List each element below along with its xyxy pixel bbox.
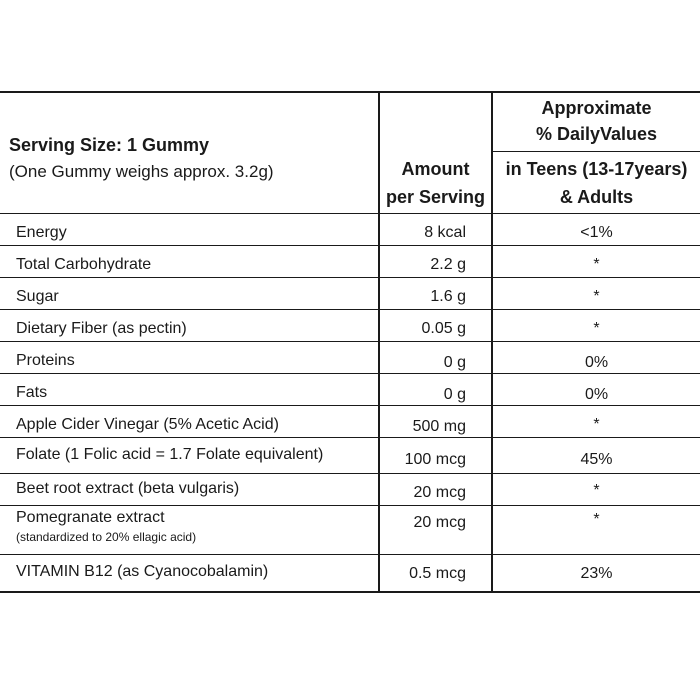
nutrient-amount: 20 mcg — [413, 514, 466, 531]
nutrient-amount: 8 kcal — [424, 224, 466, 241]
row-divider — [0, 505, 700, 506]
nutrient-dv: 23% — [580, 565, 613, 582]
row-divider — [0, 341, 700, 342]
nutrient-dv: * — [593, 482, 600, 499]
nutrient-amount: 0.05 g — [421, 320, 466, 337]
serving-size: Serving Size: 1 Gummy — [9, 135, 210, 155]
nutrient-dv: <1% — [580, 224, 613, 241]
gummy-weight: (One Gummy weighs approx. 3.2g) — [9, 162, 274, 181]
row-divider — [0, 277, 700, 278]
row-divider — [0, 245, 700, 246]
nutrient-name: Total Carbohydrate — [16, 256, 152, 273]
nutrient-subname: (standardized to 20% ellagic acid) — [16, 530, 197, 544]
nutrition-table — [0, 91, 700, 593]
nutrient-dv: * — [593, 256, 600, 273]
row-divider — [0, 309, 700, 310]
nutrient-amount: 1.6 g — [430, 288, 466, 305]
nutrient-amount: 20 mcg — [413, 484, 466, 501]
amount-header-line2: per Serving — [385, 187, 486, 207]
nutrient-amount: 500 mg — [412, 418, 466, 435]
dv-header-divider — [493, 151, 700, 152]
row-divider — [0, 554, 700, 555]
nutrient-name: Sugar — [16, 288, 59, 305]
nutrient-dv: * — [593, 416, 600, 433]
nutrient-dv: 0% — [584, 386, 609, 403]
nutrient-name: Pomegranate extract — [16, 509, 165, 526]
nutrient-amount: 0 g — [443, 354, 466, 371]
nutrient-name: Apple Cider Vinegar (5% Acetic Acid) — [16, 416, 279, 433]
nutrient-dv: 45% — [580, 451, 613, 468]
nutrient-amount: 0.5 mcg — [409, 565, 466, 582]
amount-header-line1: Amount — [401, 159, 470, 179]
nutrient-dv: 0% — [584, 354, 609, 371]
nutrient-dv: * — [593, 511, 600, 528]
nutrient-name: Proteins — [16, 352, 75, 369]
row-divider — [0, 373, 700, 374]
row-divider — [0, 473, 700, 474]
nutrient-name: Folate (1 Folic acid = 1.7 Folate equivalent) — [16, 446, 324, 463]
nutrient-name: Energy — [16, 224, 67, 241]
dv-header-line1: Approximate — [541, 98, 652, 118]
nutrient-name: VITAMIN B12 (as Cyanocobalamin) — [16, 563, 269, 580]
nutrient-amount: 0 g — [443, 386, 466, 403]
nutrient-name: Dietary Fiber (as pectin) — [16, 320, 187, 337]
nutrient-amount: 100 mcg — [404, 451, 466, 468]
nutrient-name: Fats — [16, 384, 48, 401]
dv-header-line3: in Teens (13-17years) — [505, 159, 688, 179]
dv-header-line4: & Adults — [559, 187, 634, 207]
header-divider — [0, 213, 700, 214]
row-divider — [0, 405, 700, 406]
dv-header-line2: % DailyValues — [535, 124, 658, 144]
row-divider — [0, 437, 700, 438]
nutrient-amount: 2.2 g — [430, 256, 466, 273]
nutrient-dv: * — [593, 288, 600, 305]
nutrient-dv: * — [593, 320, 600, 337]
nutrient-name: Beet root extract (beta vulgaris) — [16, 480, 240, 497]
